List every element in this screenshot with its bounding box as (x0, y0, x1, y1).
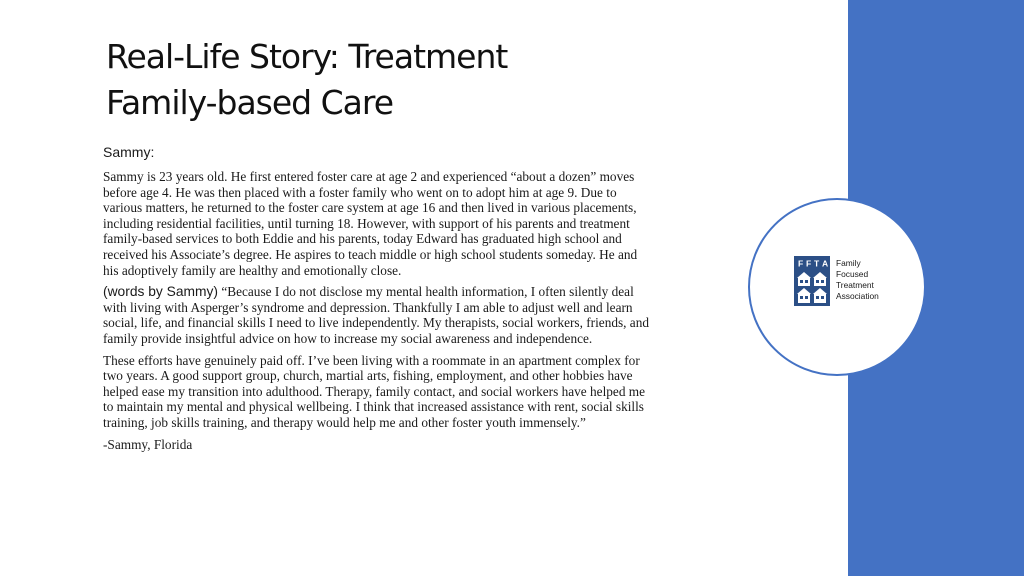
subject-name: Sammy: (103, 144, 155, 160)
logo-letter-3: T (814, 258, 820, 269)
logo-letter-1: F (798, 258, 804, 269)
bio-paragraph: Sammy is 23 years old. He first entered foster care at age 2 and experienced “about a dozen” moves before age 4. He was then placed with a foster family who went on to adopt him at age 9. Due to various matters, he returned to the foster care system at age 16 and then lived in various placements, including residential facilities, until turning 18. However, with support of his parents and treatment family-based services to both Eddie and his parents, today Edward has graduated high school and received his Associate’s degree. He aspires to teach middle or high school students someday. He and his adoptively family are healthy and emotionally close. (103, 169, 638, 278)
logo-letter-2: F (806, 258, 812, 269)
slide-title-line-2: Family-based Care (106, 83, 394, 122)
logo-text-line-3: Treatment (836, 280, 874, 290)
quote-text-1: “Because I do not disclose my mental health information, I often silently deal with living with Asperger’s syndrome and depression. Thankfully I am able to adjust well and learn social, life, and financial skills I need to live independently. My therapists, social workers, friends, and family provide insightful advice on how to increase my social awareness and independence. (103, 284, 650, 346)
logo-text-line-1: Family (836, 258, 861, 268)
quote-label: (words by Sammy) (103, 284, 218, 300)
logo-letter-4: A (822, 258, 829, 269)
slide-title (106, 34, 746, 126)
slide-title-line-1: Real-Life Story: Treatment (106, 37, 508, 76)
logo-text-line-4: Association (836, 291, 879, 301)
signature: -Sammy, Florida (103, 436, 193, 452)
quote-paragraph-2: These efforts have genuinely paid off. I’ve been living with a roommate in an apartment complex for two years. A good support group, church, martial arts, fishing, employment, and other hobbies have helped ease my transition into adulthood. Therapy, family contact, and social workers have helped me to maintain my mental and physical wellbeing. I think that increased assistance with rent, social skills training, job skills training, and therapy would help me and other foster youth immensely.” (103, 352, 646, 430)
logo-organization-name (836, 258, 916, 302)
logo-text-line-2: Focused (836, 269, 869, 279)
story-content (103, 143, 655, 458)
ffta-logo-icon (794, 256, 830, 306)
quote-paragraph-1 (103, 284, 655, 346)
